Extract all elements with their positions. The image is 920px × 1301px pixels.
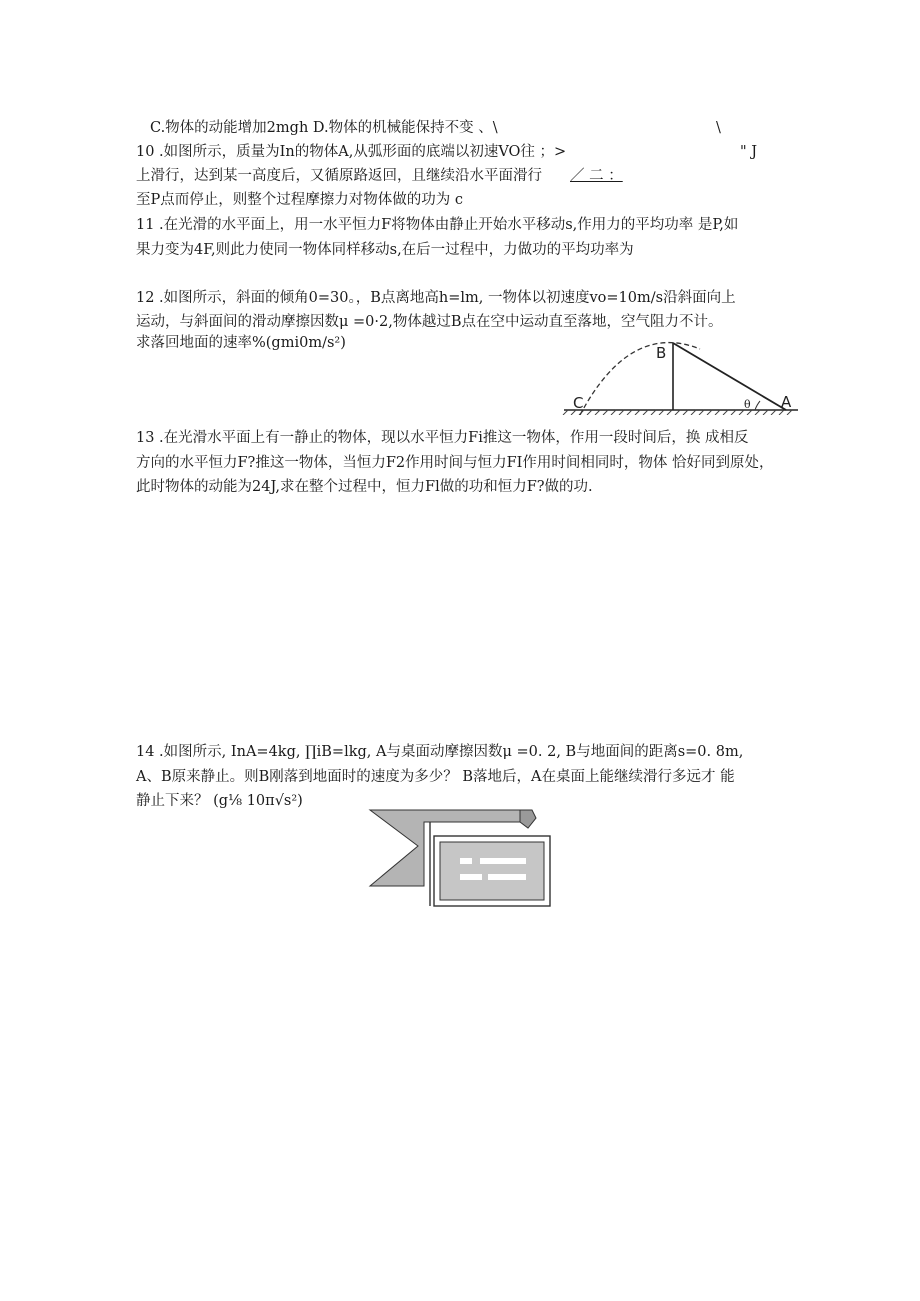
point-c-label: C bbox=[573, 394, 584, 412]
question-10-line-2: 上滑行，达到某一高度后，又循原路返回，且继续沿水平面滑行 bbox=[136, 168, 542, 184]
option-cd-line: C.物体的动能增加2mgh D.物体的机械能保持不变 、\ bbox=[150, 120, 498, 136]
angle-theta-label: θ bbox=[744, 398, 751, 411]
question-10-line-1: 10 .如图所示，质量为In的物体A,从弧形面的底端以初速VO往 ；> bbox=[136, 144, 567, 160]
question-14-line-1: 14 .如图所示, InA=4kg, ∏iB=lkg, A与桌面动摩擦因数μ =0. 2, B与地面间的距离s=0. 8m, bbox=[136, 744, 744, 760]
question-14-line-2: A、B原来静止。则B刚落到地面时的速度为多少？ B落地后，A在桌面上能继续滑行多远才 能 bbox=[136, 769, 735, 785]
question-11-line-1: 11 .在光滑的水平面上，用一水平恒力F将物体由静止开始水平移动s,作用力的平均功率 是P,如 bbox=[136, 217, 739, 233]
question-12-line-3: 求落回地面的速率%(gmi0m∕s²) bbox=[136, 335, 346, 351]
stray-mark: \ bbox=[716, 120, 721, 136]
question-11-line-2: 果力变为4F,则此力使同一物体同样移动s,在后一过程中，力做功的平均功率为 bbox=[136, 242, 634, 258]
question-12-line-1: 12 .如图所示，斜面的倾角0=30。，B点离地高h=lm, 一物体以初速度vo=10m∕s沿斜面向上 bbox=[136, 290, 736, 306]
question-13-line-1: 13 .在光滑水平面上有一静止的物体，现以水平恒力Fi推这一物体，作用一段时间后，换 成相反 bbox=[136, 430, 749, 446]
table-pulley-diagram bbox=[368, 806, 554, 910]
point-b-label: B bbox=[656, 344, 667, 362]
question-14-line-3: 静止下来？ (g⅛ 10π√s²) bbox=[136, 793, 303, 809]
point-a-label: A bbox=[781, 393, 792, 411]
question-10-line-2-tail: ／ 二 ： bbox=[570, 168, 623, 184]
question-10-line-3: 至P点而停止，则整个过程摩擦力对物体做的功为 c bbox=[136, 192, 463, 208]
question-13-line-3: 此时物体的动能为24J,求在整个过程中，恒力Fl做的功和恒力F?做的功. bbox=[136, 479, 593, 495]
question-13-line-2: 方向的水平恒力F?推这一物体，当恒力F2作用时间与恒力FI作用时间相同时，物体 恰好同到原处， bbox=[136, 455, 774, 471]
question-10-tail: " J bbox=[740, 144, 758, 160]
question-12-line-2: 运动，与斜面间的滑动摩擦因数μ =0·2,物体越过B点在空中运动直至落地，空气阻力不计。 bbox=[136, 314, 723, 330]
incline-diagram bbox=[560, 335, 800, 415]
